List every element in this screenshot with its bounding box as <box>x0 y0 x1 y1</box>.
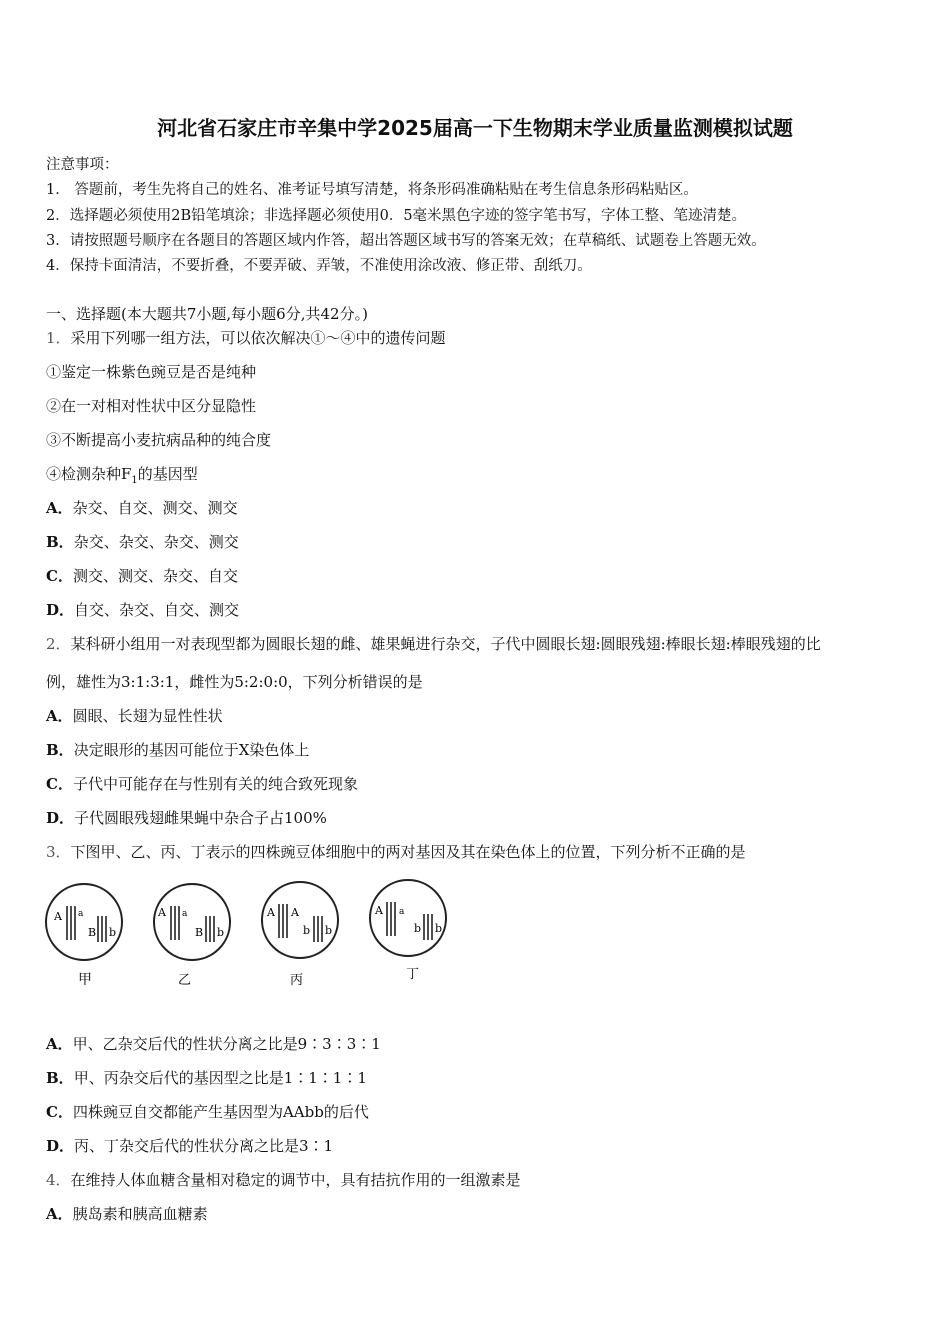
option-c <box>46 773 358 794</box>
option-text: 自交、杂交、自交、测交 <box>74 601 240 619</box>
option-text: 子代中可能存在与性别有关的纯合致死现象 <box>72 775 358 793</box>
option-text: 杂交、杂交、杂交、测交 <box>73 533 239 551</box>
option-b <box>46 1067 367 1088</box>
gene-label: b <box>414 922 422 935</box>
option-letter: D． <box>46 809 75 827</box>
q1-item: ②在一对相对性状中区分显隐性 <box>46 397 257 415</box>
cell-bing <box>262 882 338 988</box>
gene-label: A <box>158 906 166 919</box>
cell-label: 丙 <box>290 973 304 988</box>
option-text: 子代圆眼残翅雌果蝇中杂合子占100% <box>74 809 327 827</box>
q1-item <box>46 463 198 486</box>
question-stem-cont: 例，雄性为3:1:3:1，雌性为5:2:0:0，下列分析错误的是 <box>46 673 423 691</box>
gene-label: A <box>291 906 299 919</box>
question-number: 3． <box>46 843 71 861</box>
cell-jia <box>46 884 122 988</box>
question-number: 4． <box>46 1171 71 1189</box>
question-number: 2． <box>46 635 71 653</box>
cell-ding <box>370 880 446 982</box>
option-text: 胰岛素和胰高血糖素 <box>72 1205 208 1223</box>
page-title: 河北省石家庄市辛集中学2025届高一下生物期末学业质量监测模拟试题 <box>157 116 793 140</box>
gene-label: b <box>217 926 225 939</box>
question-3 <box>46 841 746 862</box>
gene-label: a <box>182 909 188 919</box>
notice-item: 3．请按照题号顺序在各题目的答题区域内作答，超出答题区域书写的答案无效；在草稿纸、试题卷上答题无效。 <box>46 233 766 249</box>
option-letter: C． <box>46 1103 73 1121</box>
cell-membrane <box>370 880 446 956</box>
section-heading: 一、选择题(本大题共7小题,每小题6分,共42分。) <box>46 305 368 323</box>
option-b <box>46 739 309 760</box>
option-letter: A． <box>46 1205 73 1223</box>
option-b <box>46 531 239 552</box>
option-letter: B． <box>46 1069 74 1087</box>
cell-yi <box>154 884 230 988</box>
cell-label: 甲 <box>78 972 92 988</box>
option-d <box>46 1135 333 1156</box>
q1-item: ③不断提高小麦抗病品种的纯合度 <box>46 431 272 449</box>
gene-label: a <box>78 909 84 919</box>
question-stem: 下图甲、乙、丙、丁表示的四株豌豆体细胞中的两对基因及其在染色体上的位置，下列分析不正确的是 <box>70 843 746 861</box>
option-text: 决定眼形的基因可能位于X染色体上 <box>73 741 310 759</box>
cell-label: 丁 <box>406 967 420 982</box>
cell-membrane <box>262 882 338 958</box>
notice-item: 1． 答题前，考生先将自己的姓名、准考证号填写清楚，将条形码准确粘贴在考生信息条形码粘贴区。 <box>46 182 698 198</box>
q1-item: ①鉴定一株紫色豌豆是否是纯种 <box>46 363 257 381</box>
question-2 <box>46 633 821 654</box>
question-stem: 在维持人体血糖含量相对稳定的调节中，具有拮抗作用的一组激素是 <box>70 1171 521 1189</box>
gene-label: b <box>303 924 311 937</box>
option-text: 丙、丁杂交后代的性状分离之比是3∶1 <box>74 1137 334 1155</box>
subscript: 1 <box>131 475 138 486</box>
option-text: 四株豌豆自交都能产生基因型为AAbb的后代 <box>72 1103 369 1121</box>
option-letter: D． <box>46 601 75 619</box>
gene-label: a <box>399 907 405 917</box>
option-d <box>46 807 327 828</box>
option-letter: C． <box>46 567 73 585</box>
notice-item: 4．保持卡面清洁，不要折叠，不要弄破、弄皱，不准使用涂改液、修正带、刮纸刀。 <box>46 258 592 274</box>
option-text: 测交、测交、杂交、自交 <box>72 567 238 585</box>
gene-label: B <box>195 926 204 939</box>
option-letter: A． <box>46 707 73 725</box>
gene-label: b <box>109 926 117 939</box>
question-1 <box>46 327 446 348</box>
question-stem: 采用下列哪一组方法，可以依次解决①～④中的遗传问题 <box>70 329 446 347</box>
option-a <box>46 1203 208 1224</box>
question-stem: 某科研小组用一对表现型都为圆眼长翅的雌、雄果蝇进行杂交，子代中圆眼长翅:圆眼残翅:棒眼长翅:棒眼残翅的比 <box>70 635 821 653</box>
option-letter: A． <box>46 499 73 517</box>
gene-label: B <box>88 926 97 939</box>
gene-label: b <box>435 922 443 935</box>
option-text: 杂交、自交、测交、测交 <box>72 499 238 517</box>
option-a <box>46 1033 381 1054</box>
gene-label: b <box>325 924 333 937</box>
option-c <box>46 1101 369 1122</box>
notice-item: 2．选择题必须使用2B铅笔填涂；非选择题必须使用0．5毫米黑色字迹的签字笔书写，字体工整、笔迹清楚。 <box>46 208 747 224</box>
option-letter: A． <box>46 1035 73 1053</box>
q1-item4-suffix: 的基因型 <box>137 465 198 483</box>
option-letter: B． <box>46 533 74 551</box>
option-a <box>46 497 238 518</box>
option-text: 甲、乙杂交后代的性状分离之比是9∶3∶3∶1 <box>72 1035 381 1053</box>
option-d <box>46 599 239 620</box>
option-letter: D． <box>46 1137 75 1155</box>
question-number: 1． <box>46 329 71 347</box>
option-text: 圆眼、长翅为显性性状 <box>72 707 223 725</box>
q1-item4-text: ④检测杂种F <box>46 465 132 483</box>
gene-label: A <box>54 910 62 923</box>
notice-heading: 注意事项： <box>46 157 119 173</box>
option-text: 甲、丙杂交后代的基因型之比是1∶1∶1∶1 <box>73 1069 367 1087</box>
option-a <box>46 705 223 726</box>
option-letter: C． <box>46 775 73 793</box>
option-c <box>46 565 238 586</box>
option-letter: B． <box>46 741 74 759</box>
question-4 <box>46 1169 521 1190</box>
chromosome-figure <box>40 878 460 990</box>
cell-label: 乙 <box>178 973 192 988</box>
cell-membrane <box>154 884 230 960</box>
gene-label: A <box>267 906 275 919</box>
gene-label: A <box>375 904 383 917</box>
